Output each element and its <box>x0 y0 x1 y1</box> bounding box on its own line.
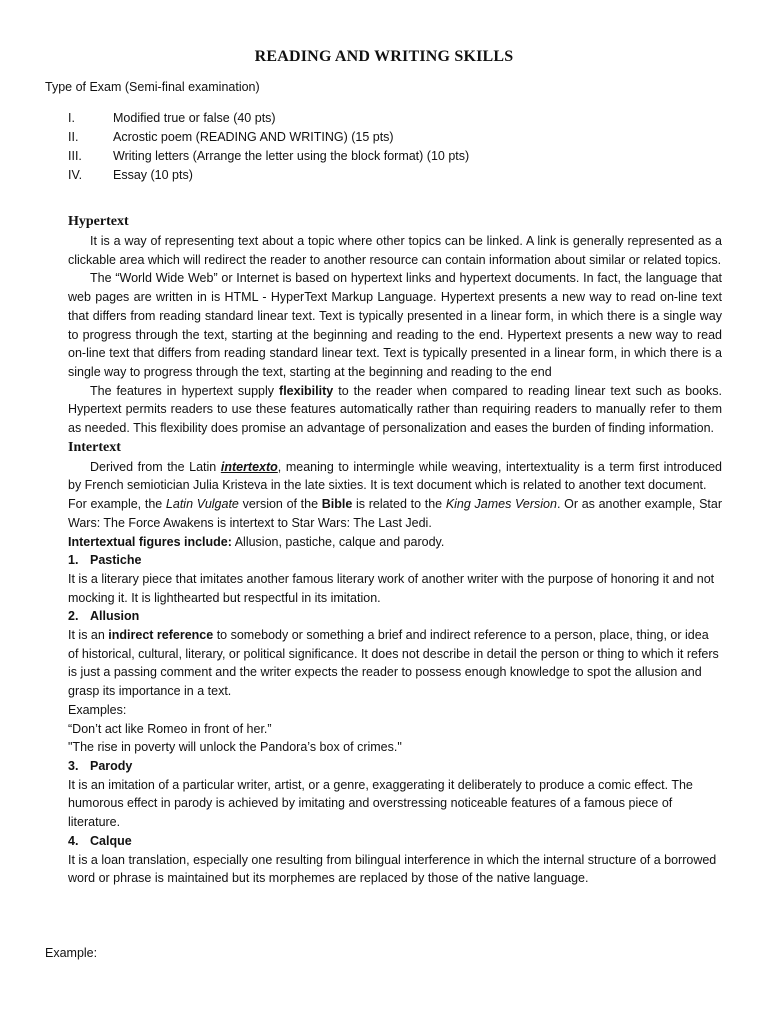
text-run: to somebody or something a brief and indirect reference to a person, place, thing, or idea of historical, cultural, literary, or political significance. It does not describe in detail the person or thing to which it refers is just a passing comment and the writer expects the reader to possess enough knowledge to spot the allusion and grasp its importance in a text. <box>68 628 719 699</box>
list-item-number: III. <box>68 149 82 163</box>
figure-heading-allusion <box>68 607 722 626</box>
text-run: , meaning to intermingle while weaving, intertextuality is a term first introduced by French semiotician Julia Kristeva in the late sixties. It is text document which is related to another text document. <box>68 459 722 493</box>
list-item <box>68 109 469 128</box>
hypertext-paragraph-3 <box>68 382 722 438</box>
term-bible: Bible <box>321 497 353 512</box>
figure-heading-calque <box>68 832 722 851</box>
intertextual-figures-line <box>68 533 722 552</box>
figure-title: Pastiche <box>90 553 142 568</box>
figure-title: Parody <box>90 758 133 773</box>
figures-label: Intertextual figures include: <box>68 534 232 549</box>
allusion-examples-label: Examples: <box>68 702 127 717</box>
figure-number: 4. <box>68 833 79 848</box>
exam-type-line: Type of Exam (Semi-final examination) <box>45 80 260 94</box>
list-item-number: II. <box>68 130 79 144</box>
document-title: READING AND WRITING SKILLS <box>254 48 514 65</box>
parody-text: It is an imitation of a particular writer, artist, or a genre, exaggerating it deliberately to produce a comic effect. The humorous effect in parody is achieved by imitating and overstressing noticeable features of a famous piece of literature. <box>68 777 693 830</box>
intertext-paragraph-1 <box>68 458 722 495</box>
text-run: Allusion, pastiche, calque and parody. <box>231 534 445 549</box>
figure-number: 1. <box>68 553 79 568</box>
section-heading-intertext: Intertext <box>68 439 121 455</box>
exam-parts-list <box>68 109 469 185</box>
text-run: Derived from the Latin <box>90 459 221 474</box>
figure-number: 2. <box>68 609 79 624</box>
list-item-number: IV. <box>68 168 83 182</box>
figure-number: 3. <box>68 758 79 773</box>
figure-title: Allusion <box>90 609 140 624</box>
text-run: . Or as another example, Star Wars: The Force Awakens is intertext to Star Wars: The Last Jedi. <box>68 497 723 530</box>
list-item-text: Essay (10 pts) <box>113 168 193 182</box>
figure-heading-pastiche <box>68 551 722 570</box>
term-intertexto: intertexto <box>220 459 278 474</box>
example-label: Example: <box>45 946 98 960</box>
list-item-text: Modified true or false (40 pts) <box>113 111 276 125</box>
pastiche-text: It is a literary piece that imitates another famous literary work of another writer with the purpose of honoring it and not mocking it. It is lighthearted but respectful in its imitation. <box>68 571 715 605</box>
term-king-james: King James Version <box>445 497 557 512</box>
section-heading-hypertext: Hypertext <box>68 214 129 229</box>
allusion-example-1: “Don’t act like Romeo in front of her.” <box>68 721 272 736</box>
allusion-example-2: "The rise in poverty will unlock the Pandora’s box of crimes." <box>68 740 402 755</box>
list-item-text: Writing letters (Arrange the letter using the block format) (10 pts) <box>113 149 470 163</box>
text-run: It is an <box>68 628 109 643</box>
emphasis-flexibility: flexibility <box>279 383 334 398</box>
list-item-number: I. <box>68 111 75 125</box>
figure-heading-parody <box>68 757 722 776</box>
intertext-example-paragraph <box>68 495 722 532</box>
emphasis-indirect-reference: indirect reference <box>108 628 214 643</box>
document-body <box>68 212 722 888</box>
allusion-text <box>68 626 722 701</box>
text-run: The features in hypertext supply <box>90 383 280 398</box>
text-run: For example, the <box>68 497 166 512</box>
term-latin-vulgate: Latin Vulgate <box>165 497 239 512</box>
text-run: to the reader when compared to reading linear text such as books. Hypertext permits readers to use these features automatically rather than requiring readers to manually refer to them as needed. This flexibility does promise an advantage of personalization and eases the burden of finding information. <box>68 383 722 436</box>
list-item <box>68 166 469 185</box>
list-item <box>68 128 469 147</box>
hypertext-paragraph-1: It is a way of representing text about a topic where other topics can be linked. A link is generally represented as a clickable area which will redirect the reader to another resource can contain information about similar or related topics. <box>68 234 722 267</box>
text-run: version of the <box>238 497 322 512</box>
list-item-text: Acrostic poem (READING AND WRITING) (15 pts) <box>113 130 394 144</box>
text-run: is related to the <box>352 497 446 512</box>
figure-title: Calque <box>90 833 132 848</box>
list-item <box>68 147 469 166</box>
hypertext-paragraph-2: The “World Wide Web” or Internet is based on hypertext links and hypertext documents. In fact, the language that web pages are written in is HTML - HyperText Markup Language. Hypertext presents a new way to read on-line text that differs from reading standard linear text. Text is typically presented in a linear form, in which there is a single way to progress through the text, starting at the beginning and reading to the end. Hypertext presents a new way to read on-line text that differs from reading standard linear text. Text is typically presented in a linear form, in which there is a single way to progress through the text, starting at the beginning and reading to the end <box>68 271 722 379</box>
calque-text: It is a loan translation, especially one resulting from bilingual interference in which the internal structure of a borrowed word or phrase is maintained but its morphemes are replaced by those of the native language. <box>68 852 717 886</box>
